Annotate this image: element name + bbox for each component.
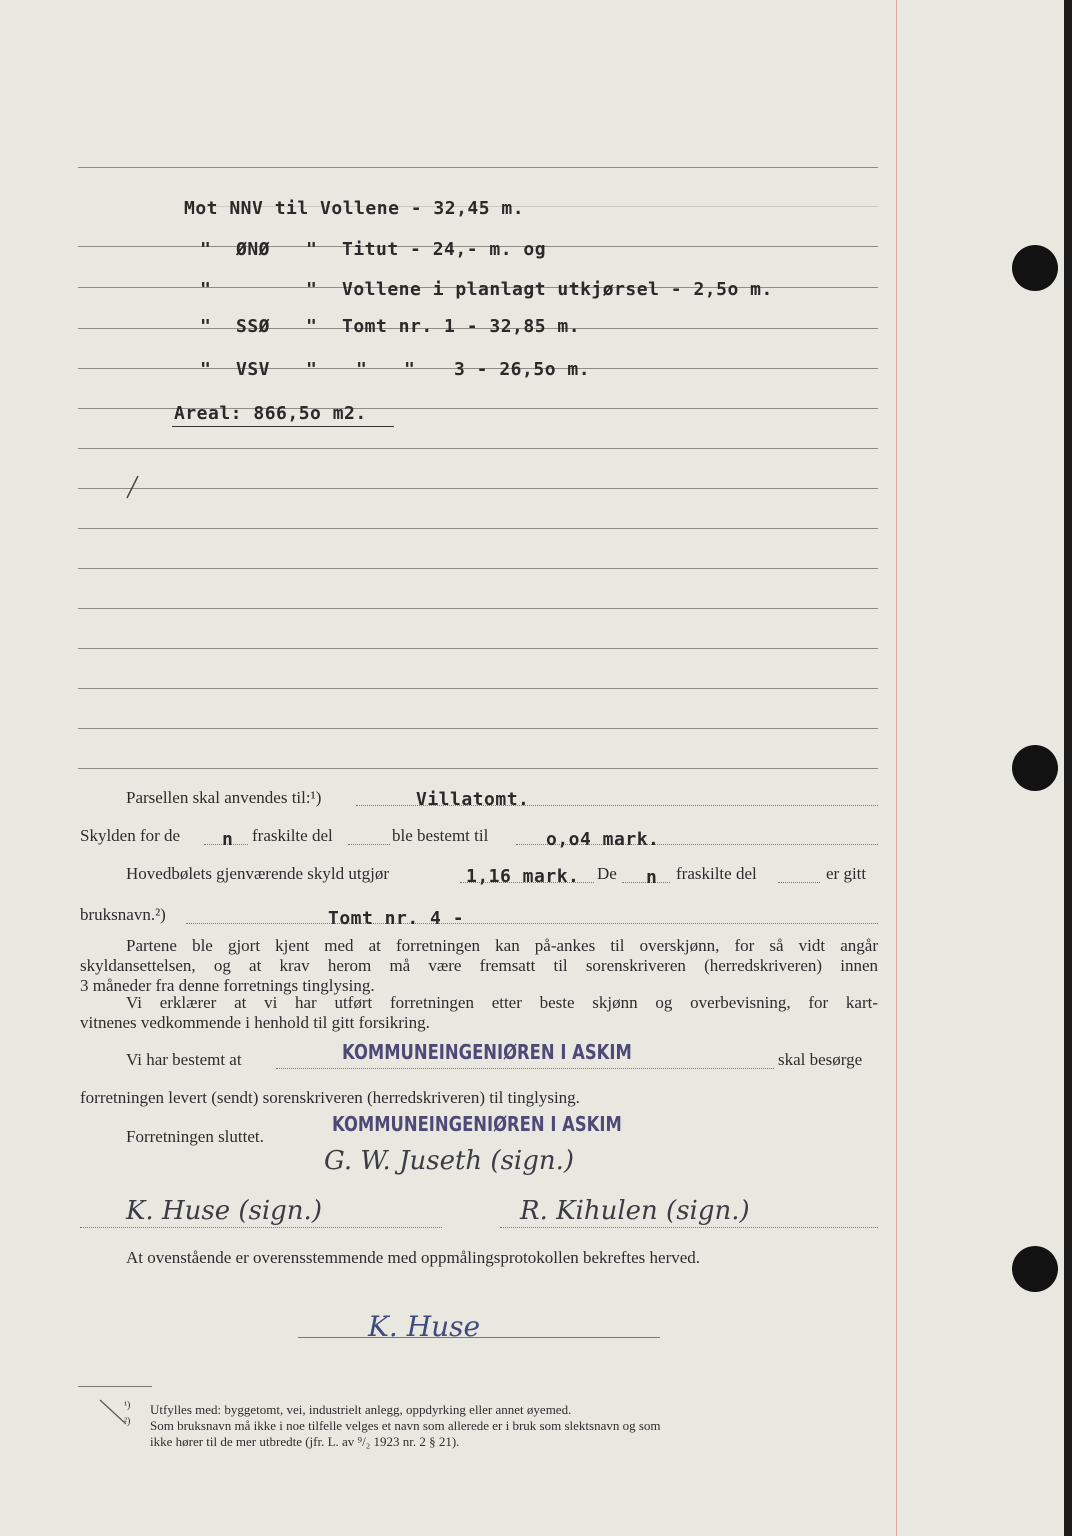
ditto-mark: " <box>306 359 318 380</box>
fill-line <box>186 923 878 924</box>
ditto-mark: " <box>306 279 318 300</box>
remaining-tax-label: Hovedbølets gjenværende skyld utgjør <box>126 864 389 883</box>
area-underline <box>172 426 394 427</box>
tax-label-part: fraskilte del <box>252 826 333 845</box>
pencil-mark <box>122 474 142 500</box>
margin-line <box>896 0 897 1536</box>
ruled-line <box>78 448 878 449</box>
ruled-line <box>78 167 878 168</box>
responsible-label: Vi har bestemt at <box>126 1050 242 1069</box>
ditto-mark: " <box>200 316 212 337</box>
direction-label: VSV <box>236 359 271 380</box>
signature-line <box>500 1227 878 1228</box>
appeal-paragraph-line-1: Partene ble gjort kjent med at forretningen kan på-ankes til overskjønn, for så vidt angår <box>126 936 878 955</box>
ditto-mark: " <box>404 359 416 380</box>
fill-line <box>778 882 820 883</box>
concluded-label: Forretningen sluttet. <box>126 1127 264 1146</box>
pencil-mark <box>98 1398 132 1428</box>
binder-hole <box>1012 745 1058 791</box>
typed-line-5: 3 - 26,5o m. <box>454 359 591 380</box>
ruled-line <box>78 768 878 769</box>
remaining-tax-label-part: er gitt <box>826 864 867 883</box>
declaration-line-2: vitnenes vedkommende i henhold til gitt forsikring. <box>80 1013 430 1032</box>
ruled-line <box>78 608 878 609</box>
fill-line <box>276 1068 774 1069</box>
typed-line-3: Vollene i planlagt utkjørsel - 2,5o m. <box>342 279 773 300</box>
direction-label: ØNØ <box>236 239 271 260</box>
signature: G. W. Juseth (sign.) <box>324 1146 575 1176</box>
binder-hole <box>1012 1246 1058 1292</box>
ruled-line <box>78 728 878 729</box>
footnote-2-line-2: ikke hører til de mer utbredte (jfr. L. av ⁹/₂ 1923 nr. 2 § 21). <box>150 1434 460 1449</box>
binder-hole <box>1012 245 1058 291</box>
ruled-line <box>78 688 878 689</box>
tax-label-part: ble bestemt til <box>392 826 489 845</box>
signature: K. Huse <box>368 1310 481 1343</box>
footnote-rule <box>78 1386 152 1387</box>
remaining-fill-n: n <box>646 867 658 888</box>
ditto-mark: " <box>356 359 368 380</box>
footnote-1: Utfylles med: byggetomt, vei, industrielt anlegg, oppdyrking eller annet øyemed. <box>150 1402 572 1417</box>
remaining-tax-value: 1,16 mark. <box>466 866 580 887</box>
confirmation-text: At ovenstående er overensstemmende med oppmålingsprotokollen bekreftes herved. <box>126 1248 701 1267</box>
declaration-line-1: Vi erklærer at vi har utført forretningen etter beste skjønn og overbevisning, for kart- <box>126 993 878 1012</box>
ditto-mark: " <box>200 359 212 380</box>
municipal-engineer-stamp: KOMMUNEINGENIØREN I ASKIM <box>332 1112 622 1136</box>
footnote-marker: ²) <box>124 1416 131 1427</box>
signature: R. Kihulen (sign.) <box>520 1196 750 1226</box>
ditto-mark: " <box>200 279 212 300</box>
signature-line <box>298 1337 660 1338</box>
responsible-label-part: skal besørge <box>778 1050 863 1069</box>
typed-line-2: Titut - 24,- m. og <box>342 239 547 260</box>
use-label: Parsellen skal anvendes til:¹) <box>126 788 322 807</box>
use-value: Villatomt. <box>416 789 530 810</box>
ditto-mark: " <box>306 316 318 337</box>
farm-name-value: Tomt nr. 4 - <box>328 908 465 929</box>
tax-label: Skylden for de <box>80 826 181 845</box>
ditto-mark: " <box>200 239 212 260</box>
appeal-paragraph-line-2: skyldansettelsen, og at krav herom må være fremsatt til sorenskriveren (herredskriveren) innen <box>80 956 878 975</box>
ditto-mark: " <box>306 239 318 260</box>
remaining-tax-label-part: fraskilte del <box>676 864 757 883</box>
ruled-line <box>78 488 878 489</box>
tax-value: o,o4 mark. <box>546 829 660 850</box>
ruled-line <box>78 568 878 569</box>
footnote-marker: ¹) <box>124 1400 131 1411</box>
remaining-tax-label-part: De <box>597 864 617 883</box>
appeal-paragraph-line-3: 3 måneder fra denne forretnings tinglysing. <box>80 976 375 995</box>
municipal-engineer-stamp: KOMMUNEINGENIØREN I ASKIM <box>342 1040 632 1064</box>
direction-label: SSØ <box>236 316 271 337</box>
farm-name-label: bruksnavn.²) <box>80 905 166 924</box>
footnote-2-line-1: Som bruksnavn må ikke i noe tilfelle velges et navn som allerede er i bruk som slektsnavn og som <box>150 1418 661 1433</box>
ruled-line <box>78 648 878 649</box>
typed-line-4: Tomt nr. 1 - 32,85 m. <box>342 316 581 337</box>
signature-line <box>80 1227 442 1228</box>
fill-line <box>348 844 390 845</box>
signature: K. Huse (sign.) <box>126 1196 322 1226</box>
ruled-line <box>78 528 878 529</box>
tax-fill-n: n <box>222 829 234 850</box>
typed-line-1: Mot NNV til Vollene - 32,45 m. <box>184 198 525 219</box>
registration-text: forretningen levert (sendt) sorenskriveren (herredskriveren) til tinglysing. <box>80 1088 580 1107</box>
area-total: Areal: 866,5o m2. <box>174 403 367 424</box>
